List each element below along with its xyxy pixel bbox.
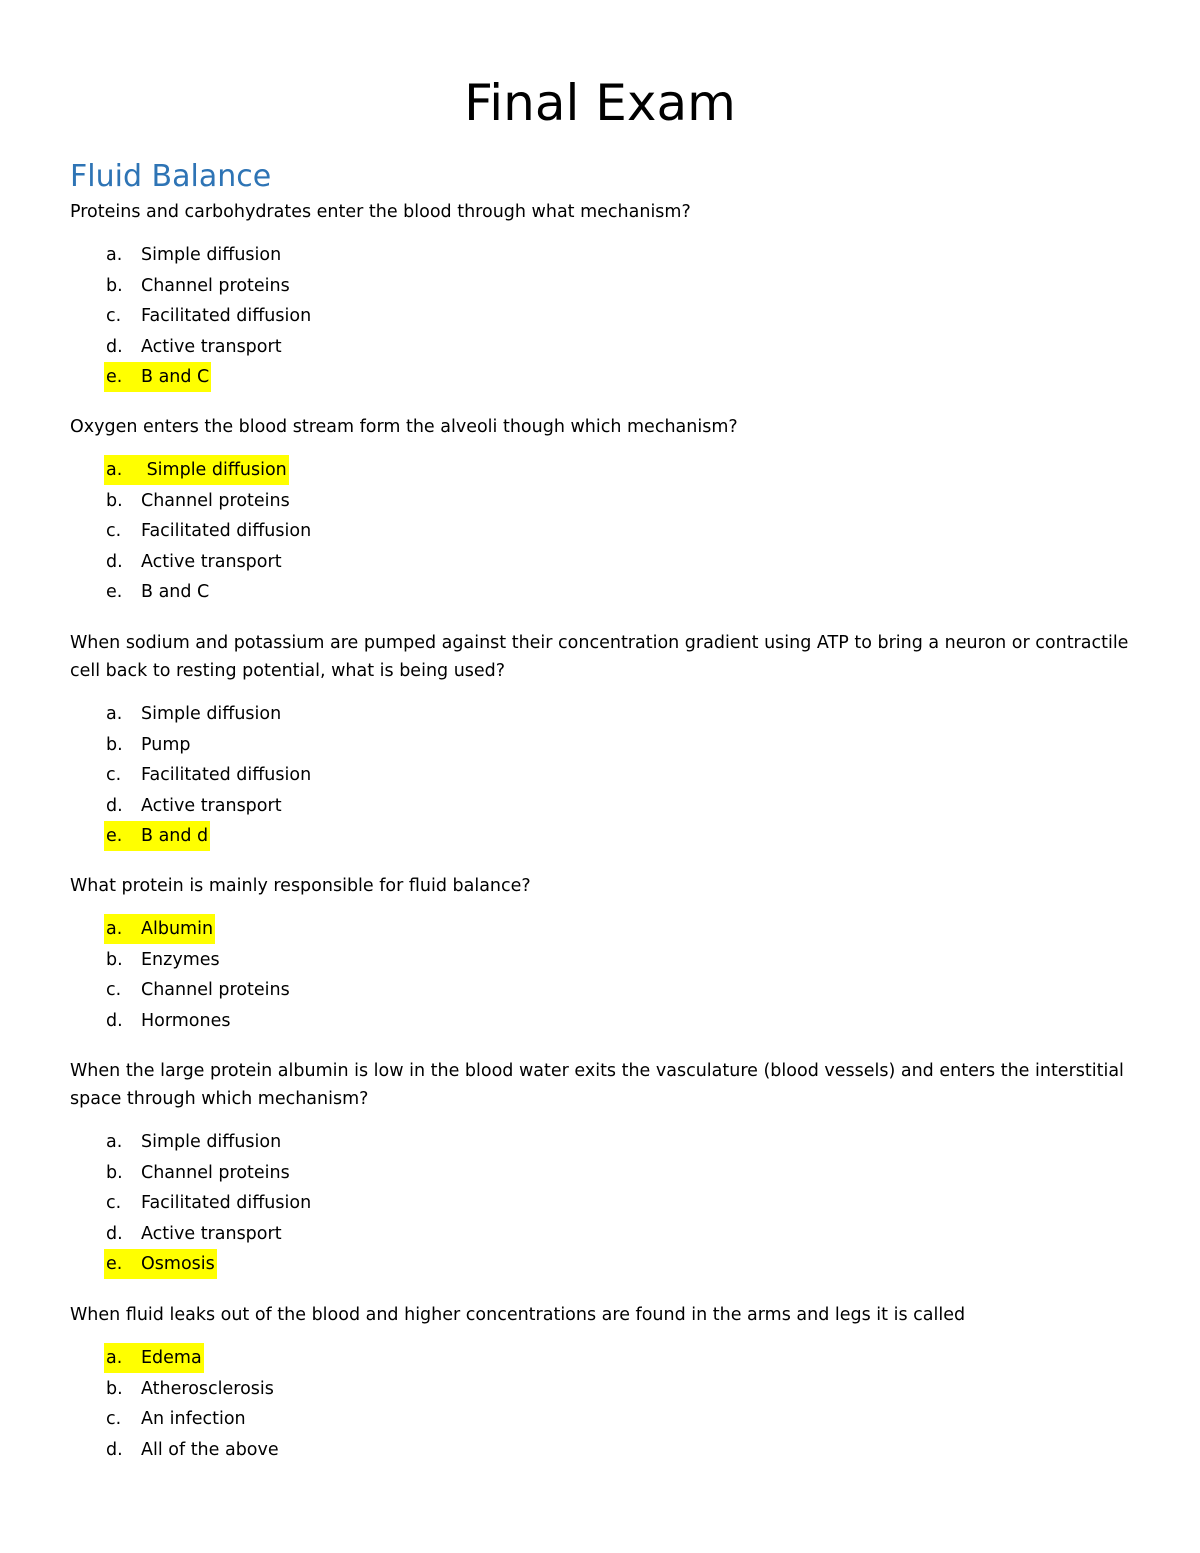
answer-option	[104, 577, 313, 608]
option-content	[104, 699, 283, 729]
option-text: All of the above	[141, 1439, 279, 1460]
option-content	[104, 1343, 204, 1373]
answer-option	[104, 791, 313, 822]
option-text: Facilitated diffusion	[141, 1193, 312, 1213]
option-letter: c.	[106, 521, 122, 541]
option-letter: c.	[106, 765, 122, 785]
answer-option-highlighted	[104, 362, 313, 393]
option-letter: c.	[106, 1409, 122, 1429]
option-letter: a.	[106, 1348, 123, 1368]
option-letter: d.	[106, 336, 123, 357]
option-letter: b.	[106, 949, 123, 970]
option-text: Pump	[141, 734, 191, 755]
question-6-options	[104, 1343, 281, 1465]
answer-option	[104, 1374, 281, 1405]
option-content	[104, 945, 222, 975]
option-content	[104, 516, 313, 546]
option-content	[104, 486, 292, 516]
answer-option-highlighted	[104, 1343, 281, 1374]
answer-option	[104, 945, 292, 976]
answer-option	[104, 332, 313, 363]
option-content	[104, 240, 283, 270]
option-text: An infection	[141, 1409, 246, 1429]
option-content	[104, 914, 215, 944]
question-1-text: Proteins and carbohydrates enter the blood through what mechanism?	[70, 202, 691, 222]
option-content	[104, 791, 284, 821]
option-letter: d.	[106, 551, 123, 572]
answer-option	[104, 975, 292, 1006]
option-content	[104, 1249, 217, 1279]
answer-option	[104, 1404, 281, 1435]
option-content	[104, 547, 284, 577]
option-letter: a.	[106, 460, 123, 480]
option-content	[104, 730, 193, 760]
option-text: B and d	[141, 826, 209, 846]
option-content	[104, 301, 313, 331]
option-letter: a.	[106, 1132, 123, 1152]
answer-option	[104, 486, 313, 517]
option-text: Facilitated diffusion	[141, 521, 312, 541]
option-letter: e.	[106, 1254, 123, 1274]
option-text: Simple diffusion	[141, 1132, 282, 1152]
option-content	[104, 1404, 248, 1434]
option-content	[104, 332, 284, 362]
option-letter: b.	[106, 1378, 123, 1399]
option-content	[104, 455, 289, 485]
option-letter: d.	[106, 795, 123, 816]
question-2-options	[104, 455, 313, 608]
option-text: B and C	[141, 367, 210, 387]
option-letter: b.	[106, 490, 123, 511]
answer-option	[104, 1127, 313, 1158]
option-text: Active transport	[141, 1223, 282, 1244]
option-text: Hormones	[141, 1010, 231, 1031]
answer-option	[104, 1158, 313, 1189]
option-text: Active transport	[141, 795, 282, 816]
option-letter: d.	[106, 1223, 123, 1244]
answer-option-highlighted	[104, 1249, 313, 1280]
section-heading: Fluid Balance	[70, 159, 272, 194]
option-letter: d.	[106, 1439, 123, 1460]
answer-option	[104, 760, 313, 791]
option-letter: b.	[106, 275, 123, 296]
option-letter: c.	[106, 306, 122, 326]
option-content	[104, 760, 313, 790]
option-text: Atherosclerosis	[141, 1378, 274, 1399]
answer-option	[104, 730, 313, 761]
option-content	[104, 1219, 284, 1249]
answer-option	[104, 547, 313, 578]
option-text: Channel proteins	[141, 490, 290, 511]
answer-option-highlighted	[104, 914, 292, 945]
option-text: Edema	[141, 1348, 202, 1368]
option-content	[104, 271, 292, 301]
option-text: Simple diffusion	[141, 460, 287, 480]
option-letter: b.	[106, 734, 123, 755]
answer-option-highlighted	[104, 821, 313, 852]
question-5-text: When the large protein albumin is low in the blood water exits the vasculature (blood vessels) and enters the interstitial space through which mechanism?	[70, 1061, 1124, 1109]
option-letter: a.	[106, 704, 123, 724]
option-content	[104, 1158, 292, 1188]
option-text: Osmosis	[141, 1254, 215, 1274]
option-content	[104, 975, 292, 1005]
option-letter: b.	[106, 1162, 123, 1183]
option-text: Active transport	[141, 551, 282, 572]
question-3-text: When sodium and potassium are pumped against their concentration gradient using ATP to bring a neuron or contractile cell back to resting potential, what is being used?	[70, 633, 1129, 681]
option-content	[104, 1374, 276, 1404]
option-letter: a.	[106, 245, 123, 265]
option-letter: e.	[106, 367, 123, 387]
answer-option	[104, 301, 313, 332]
question-6-text: When fluid leaks out of the blood and higher concentrations are found in the arms and legs it is called	[70, 1305, 966, 1325]
question-5-options	[104, 1127, 313, 1280]
question-3-options	[104, 699, 313, 852]
option-text: Facilitated diffusion	[141, 306, 312, 326]
option-text: Simple diffusion	[141, 704, 282, 724]
option-letter: e.	[106, 582, 123, 602]
answer-option	[104, 1435, 281, 1466]
option-letter: d.	[106, 1010, 123, 1031]
option-text: Facilitated diffusion	[141, 765, 312, 785]
option-content	[104, 821, 210, 851]
option-text: B and C	[141, 582, 210, 602]
option-text: Active transport	[141, 336, 282, 357]
option-text: Simple diffusion	[141, 245, 282, 265]
answer-option	[104, 516, 313, 547]
answer-option	[104, 1188, 313, 1219]
option-content	[104, 1188, 313, 1218]
question-1-options	[104, 240, 313, 393]
option-text: Channel proteins	[141, 1162, 290, 1183]
option-content	[104, 1127, 283, 1157]
option-text: Channel proteins	[141, 275, 290, 296]
option-content	[104, 577, 211, 607]
option-letter: e.	[106, 826, 123, 846]
answer-option	[104, 699, 313, 730]
option-letter: c.	[106, 980, 122, 1000]
option-text: Albumin	[141, 919, 214, 939]
option-letter: c.	[106, 1193, 122, 1213]
option-text: Enzymes	[141, 949, 220, 970]
page-title: Final Exam	[464, 74, 736, 132]
answer-option	[104, 1006, 292, 1037]
option-content	[104, 1435, 281, 1465]
option-content	[104, 1006, 232, 1036]
question-4-text: What protein is mainly responsible for fluid balance?	[70, 876, 531, 896]
option-content	[104, 362, 211, 392]
question-2-text: Oxygen enters the blood stream form the alveoli though which mechanism?	[70, 417, 738, 437]
answer-option	[104, 240, 313, 271]
question-4-options	[104, 914, 292, 1036]
answer-option	[104, 271, 313, 302]
option-letter: a.	[106, 919, 123, 939]
answer-option	[104, 1219, 313, 1250]
answer-option-highlighted	[104, 455, 313, 486]
option-text: Channel proteins	[141, 980, 290, 1000]
